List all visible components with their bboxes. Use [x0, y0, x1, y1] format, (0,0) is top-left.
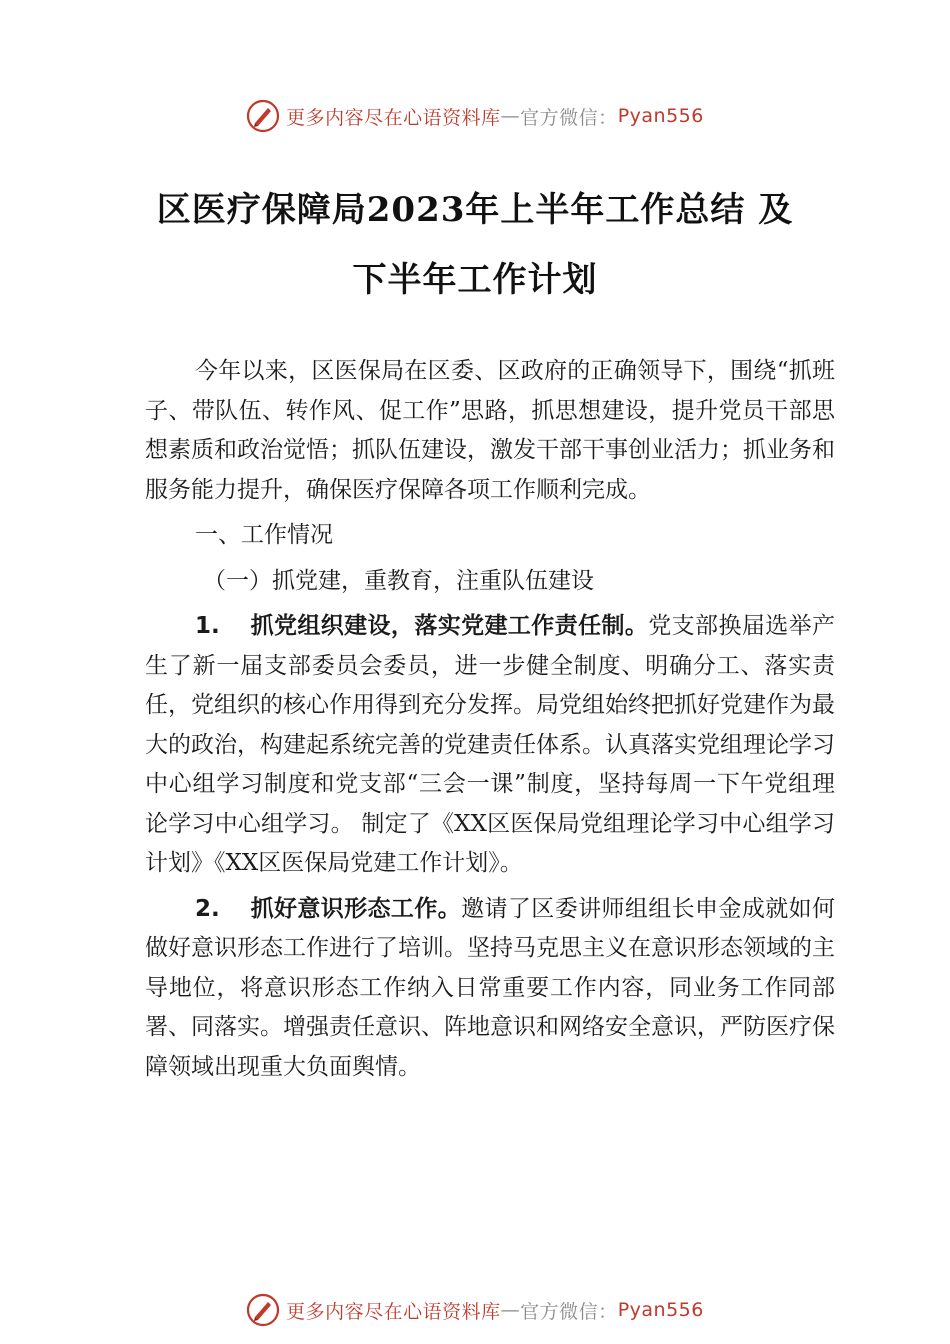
watermark-wechat-id: Pyan556 — [617, 105, 704, 127]
intro-paragraph: 今年以来，区医保局在区委、区政府的正确领导下，围绕“抓班子、带队伍、转作风、促工作”思路，抓思想建设，提升党员干部思想素质和政治觉悟；抓队伍建设，激发干部干事创业活力；抓业务和服务能力提升，确保医疗保障各项工作顺利完成。 — [145, 358, 835, 503]
item-text: 邀请了区委讲师组组长申金成就如何做好意识形态工作进行了培训。坚持马克思主义在意识形态领域的主导地位，将意识形态工作纳入日常重要工作内容，同业务工作同部署、同落实。增强责任意识、阵地意识和网络安全意识，严防医疗保障领域出现重大负面舆情。 — [145, 895, 836, 1080]
watermark-dash: — — [500, 1299, 521, 1321]
item-heading: 抓党组织建设，落实党建工作责任制。 — [250, 613, 649, 639]
document-title-line-1: 区医疗保障局2023年上半年工作总结 及 — [156, 190, 794, 230]
watermark-brand: 更多内容尽在心语资料库 — [286, 106, 501, 129]
item-number: 2. — [195, 895, 220, 922]
item-text: 党支部换届选举产生了新一届支部委员会委员，进一步健全制度、明确分工、落实责任，党组织的核心作用得到充分发挥。局党组始终把抓好党建作为最大的政治，构建起系统完善的党建责任体系。认真落实党组理论学习中心组学习制度和党支部“三会一课”制度，坚持每周一下午党组理论学习中心组学习。 制定了《XX区医保局党组理论学习中心组学习计划》《XX区医保局党建工作计划》。 — [145, 613, 836, 876]
document-title-line-2: 下半年工作计划 — [352, 260, 598, 300]
pen-logo-icon — [246, 99, 280, 133]
watermark-dash: — — [500, 105, 521, 127]
pen-logo-icon — [246, 1293, 280, 1327]
list-item — [145, 607, 835, 884]
watermark-wechat-id: Pyan556 — [617, 1299, 704, 1321]
watermark-footer — [0, 1288, 950, 1332]
item-heading: 抓好意识形态工作。 — [250, 895, 462, 922]
watermark-brand: 更多内容尽在心语资料库 — [286, 1300, 501, 1323]
watermark-wechat-label: 官方微信： — [520, 1300, 618, 1323]
section-heading: 一、工作情况 — [195, 522, 333, 548]
watermark-wechat-label: 官方微信： — [520, 106, 618, 129]
subsection-heading: （一）抓党建，重教育，注重队伍建设 — [203, 567, 594, 594]
item-number: 1. — [195, 613, 220, 639]
document-body — [145, 352, 835, 1087]
watermark-header — [0, 94, 950, 138]
list-item — [145, 890, 835, 1088]
